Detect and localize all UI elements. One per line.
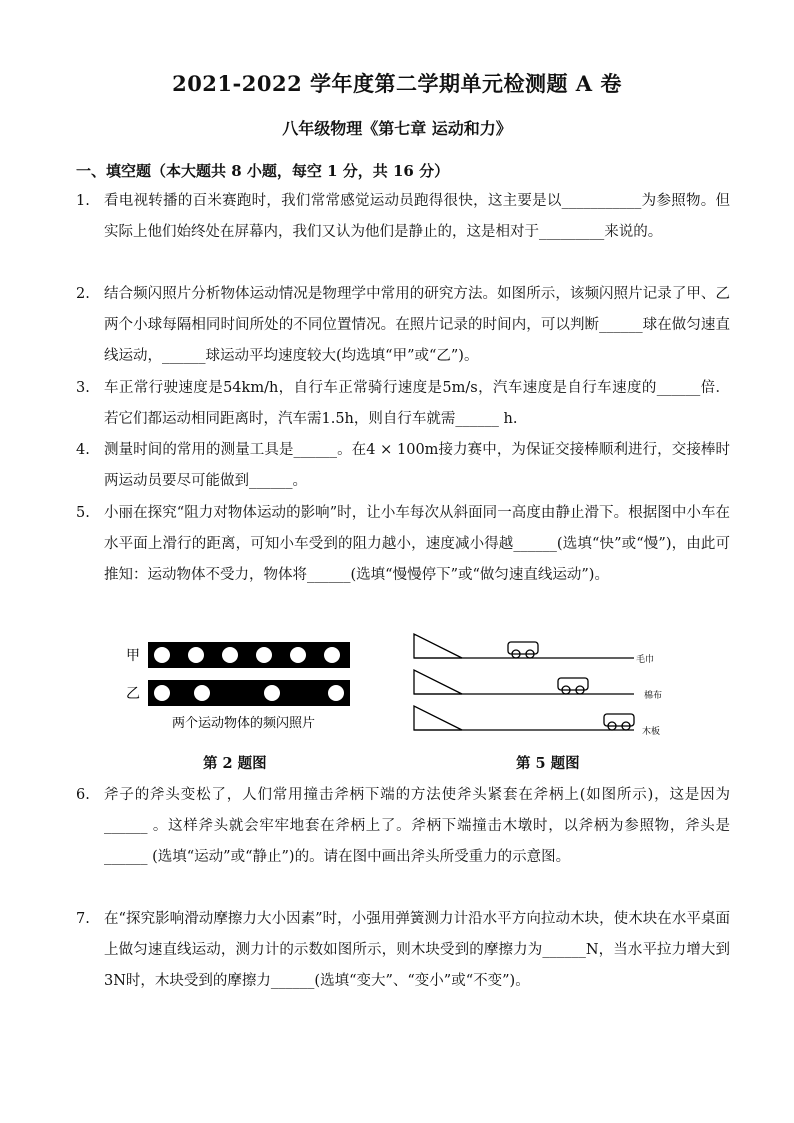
question-4 xyxy=(76,435,730,497)
question-3 xyxy=(76,373,730,435)
ball-yi xyxy=(264,685,280,701)
question-number: 6. xyxy=(76,787,90,803)
question-5 xyxy=(76,498,730,591)
question-number: 2. xyxy=(76,286,90,302)
question-6 xyxy=(76,780,730,873)
figure-2 xyxy=(118,636,358,736)
surface-label: 木板 xyxy=(642,727,661,737)
question-text: 在“探究影响滑动摩擦力大小因素”时，小强用弹簧测力计沿水平方向拉动木块，使木块在水平桌面上做匀速直线运动，测力计的示数如图所示，则木块受到的摩擦力为______N，当水平拉力增大到3N时，木块受到的摩擦力______(选填“变大”、“变小”或“不变”)。 xyxy=(104,911,730,989)
question-number: 5. xyxy=(76,505,90,521)
ball-yi xyxy=(154,685,170,701)
figure-5-drawing xyxy=(412,630,682,742)
question-1 xyxy=(76,186,730,248)
ball-jia xyxy=(188,647,204,663)
ramp xyxy=(414,670,462,694)
surface-label: 棉布 xyxy=(644,691,663,701)
ball-jia xyxy=(222,647,238,663)
question-2 xyxy=(76,279,730,372)
question-number: 4. xyxy=(76,442,90,458)
row-label-yi: 乙 xyxy=(126,686,140,702)
question-text: 看电视转播的百米赛跑时，我们常常感觉运动员跑得很快，这主要是以___________为参照物。但实际上他们始终处在屏幕内，我们又认为他们是静止的，这是相对于_________来说的。 xyxy=(104,193,730,240)
question-text: 测量时间的常用的测量工具是______。在4 × 100m接力赛中，为保证交接棒顺利进行，交接棒时两运动员要尽可能做到______。 xyxy=(104,442,730,489)
row-label-jia: 甲 xyxy=(126,648,140,664)
ball-jia xyxy=(290,647,306,663)
question-number: 7. xyxy=(76,911,90,927)
ball-jia xyxy=(154,647,170,663)
strip-jia xyxy=(148,642,350,668)
question-number: 1. xyxy=(76,193,90,209)
section-heading: 一、填空题（本大题共 8 小题，每空 1 分，共 16 分） xyxy=(76,162,450,180)
question-text: 小丽在探究“阻力对物体运动的影响”时，让小车每次从斜面同一高度由静止滑下。根据图中小车在水平面上滑行的距离，可知小车受到的阻力越小，速度减小得越______(选填“快”或“慢”)，由此可推知：运动物体不受力，物体将______(选填“慢慢停下”或“做匀速直线运动”)。 xyxy=(104,505,730,583)
figure-5-title: 第 5 题图 xyxy=(516,755,580,772)
ball-jia xyxy=(324,647,340,663)
strip-yi xyxy=(148,680,350,706)
question-text: 车正常行驶速度是54km/h，自行车正常骑行速度是5m/s，汽车速度是自行车速度的______倍．若它们都运动相同距离时，汽车需1.5h，则自行车就需______ h. xyxy=(104,380,730,427)
ramp xyxy=(414,706,462,730)
figure-2-title: 第 2 题图 xyxy=(203,755,267,772)
ramp xyxy=(414,634,462,658)
question-text: 斧子的斧头变松了，人们常用撞击斧柄下端的方法使斧头紧套在斧柄上(如图所示)，这是因为______ 。这样斧头就会牢牢地套在斧柄上了。斧柄下端撞击木墩时，以斧柄为参照物，斧头是______ (选填“运动”或“静止”)的。请在图中画出斧头所受重力的示意图。 xyxy=(104,787,730,865)
question-number: 3. xyxy=(76,380,90,396)
ball-yi xyxy=(194,685,210,701)
surface-label: 毛巾 xyxy=(636,655,655,665)
ball-jia xyxy=(256,647,272,663)
question-7 xyxy=(76,904,730,997)
question-text: 结合频闪照片分析物体运动情况是物理学中常用的研究方法。如图所示，该频闪照片记录了甲、乙两个小球每隔相同时间所处的不同位置情况。在照片记录的时间内，可以判断______球在做匀速直线运动，______球运动平均速度较大(均选填“甲”或“乙”)。 xyxy=(104,286,730,364)
ball-yi xyxy=(328,685,344,701)
figure-2-drawing xyxy=(118,636,358,736)
page-title: 2021-2022 学年度第二学期单元检测题 A 卷 xyxy=(172,71,622,96)
figure-2-caption: 两个运动物体的频闪照片 xyxy=(172,716,316,731)
figure-5 xyxy=(412,630,682,742)
page-subtitle: 八年级物理《第七章 运动和力》 xyxy=(282,119,512,138)
